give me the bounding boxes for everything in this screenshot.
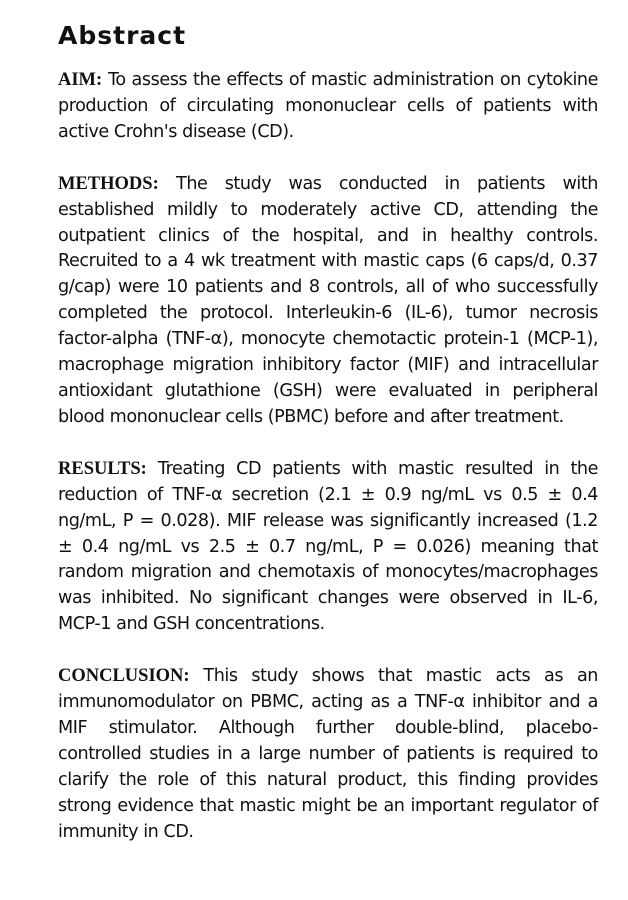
results-section: [58, 457, 598, 638]
conclusion-label: CONCLUSION:: [58, 666, 190, 687]
results-label: RESULTS:: [58, 458, 147, 479]
aim-section: [58, 68, 598, 146]
methods-label: METHODS:: [58, 173, 159, 194]
aim-label: AIM:: [58, 70, 103, 90]
methods-section: [58, 172, 598, 431]
conclusion-text: This study shows that mastic acts as an immunomodulator on PBMC, acting as a TNF-α inhibitor and a MIF stimulator. Although further double-blind, placebo-controlled studies in a large number of patients is required to clarify the role of this natural product, this finding provides strong evidence that mastic might be an important regulator of immunity in CD.: [58, 666, 598, 842]
abstract-heading: Abstract: [58, 21, 187, 50]
methods-text: The study was conducted in patients with established mildly to moderately active CD, attending the outpatient clinics of the hospital, and in healthy controls. Recruited to a 4 wk treatment with mastic caps (6 caps/d, 0.37 g/cap) were 10 patients and 8 controls, all of who successfully completed the protocol. Interleukin-6 (IL-6), tumor necrosis factor-alpha (TNF-α), monocyte chemotactic protein-1 (MCP-1), macrophage migration inhibitory factor (MIF) and intracellular antioxidant glutathione (GSH) were evaluated in peripheral blood mononuclear cells (PBMC) before and after treatment.: [58, 173, 598, 427]
results-text: Treating CD patients with mastic resulted in the reduction of TNF-α secretion (2.1 ± 0.9 ng/mL vs 0.5 ± 0.4 ng/mL, P = 0.028). MIF release was significantly increased (1.2 ± 0.4 ng/mL vs 2.5 ± 0.7 ng/mL, P = 0.026) meaning that random migration and chemotaxis of monocytes/macrophages was inhibited. No significant changes were observed in IL-6, MCP-1 and GSH concentrations.: [58, 458, 598, 635]
conclusion-section: [58, 664, 598, 845]
aim-text: To assess the effects of mastic administration on cytokine production of circulating mononuclear cells of patients with active Crohn's disease (CD).: [58, 70, 598, 142]
